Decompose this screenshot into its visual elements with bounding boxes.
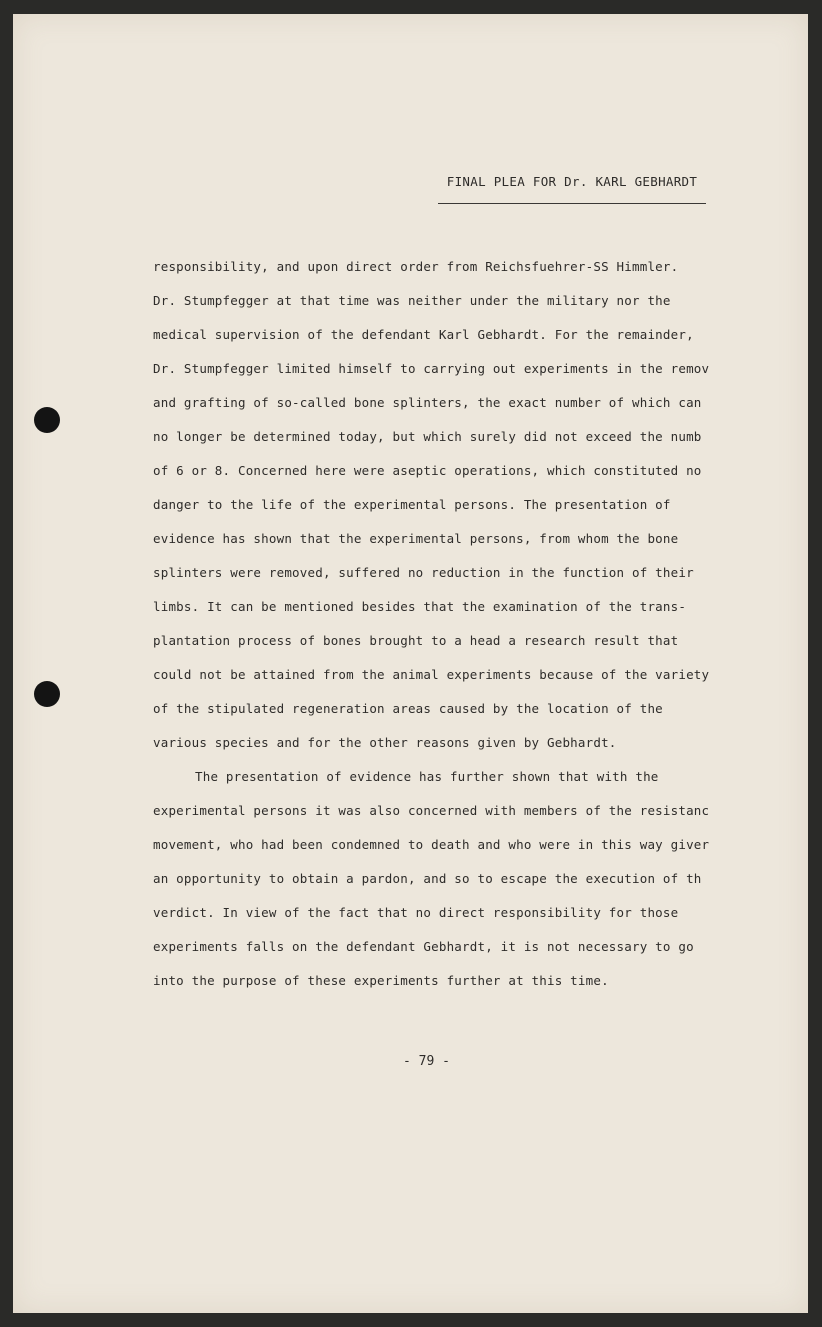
header-underline	[438, 203, 706, 204]
body-line: plantation process of bones brought to a head a research result that	[153, 633, 679, 648]
punch-hole-top	[34, 407, 60, 433]
body-line: of the stipulated regeneration areas caused by the location of the	[153, 701, 663, 716]
body-line: and grafting of so-called bone splinters, the exact number of which can	[153, 395, 702, 410]
body-line: movement, who had been condemned to death and who were in this way giver	[153, 837, 710, 852]
punch-hole-bottom	[34, 681, 60, 707]
body-line: an opportunity to obtain a pardon, and so to escape the execution of th	[153, 871, 702, 886]
body-line: Dr. Stumpfegger at that time was neither under the military nor the	[153, 293, 671, 308]
body-line: into the purpose of these experiments further at this time.	[153, 973, 609, 988]
body-line: limbs. It can be mentioned besides that the examination of the trans-	[153, 599, 687, 614]
body-line: danger to the life of the experimental persons. The presentation of	[153, 497, 671, 512]
body-line: various species and for the other reasons given by Gebhardt.	[153, 735, 617, 750]
document-page	[13, 14, 808, 1313]
body-line: experimental persons it was also concerned with members of the resistanc	[153, 803, 710, 818]
body-line: Dr. Stumpfegger limited himself to carrying out experiments in the remov	[153, 361, 710, 376]
body-line: could not be attained from the animal experiments because of the variety	[153, 667, 710, 682]
body-line: responsibility, and upon direct order from Reichsfuehrer-SS Himmler.	[153, 259, 679, 274]
body-line: The presentation of evidence has further shown that with the	[195, 769, 659, 784]
body-line: no longer be determined today, but which surely did not exceed the numb	[153, 429, 702, 444]
body-line: experiments falls on the defendant Gebhardt, it is not necessary to go	[153, 939, 694, 954]
page-number: - 79 -	[403, 1054, 450, 1069]
body-line: verdict. In view of the fact that no direct responsibility for those	[153, 905, 679, 920]
header-title: FINAL PLEA FOR Dr. KARL GEBHARDT	[446, 174, 698, 189]
body-line: medical supervision of the defendant Karl Gebhardt. For the remainder,	[153, 327, 694, 342]
body-line: evidence has shown that the experimental persons, from whom the bone	[153, 531, 679, 546]
body-line: of 6 or 8. Concerned here were aseptic operations, which constituted no	[153, 463, 702, 478]
body-line: splinters were removed, suffered no reduction in the function of their	[153, 565, 694, 580]
